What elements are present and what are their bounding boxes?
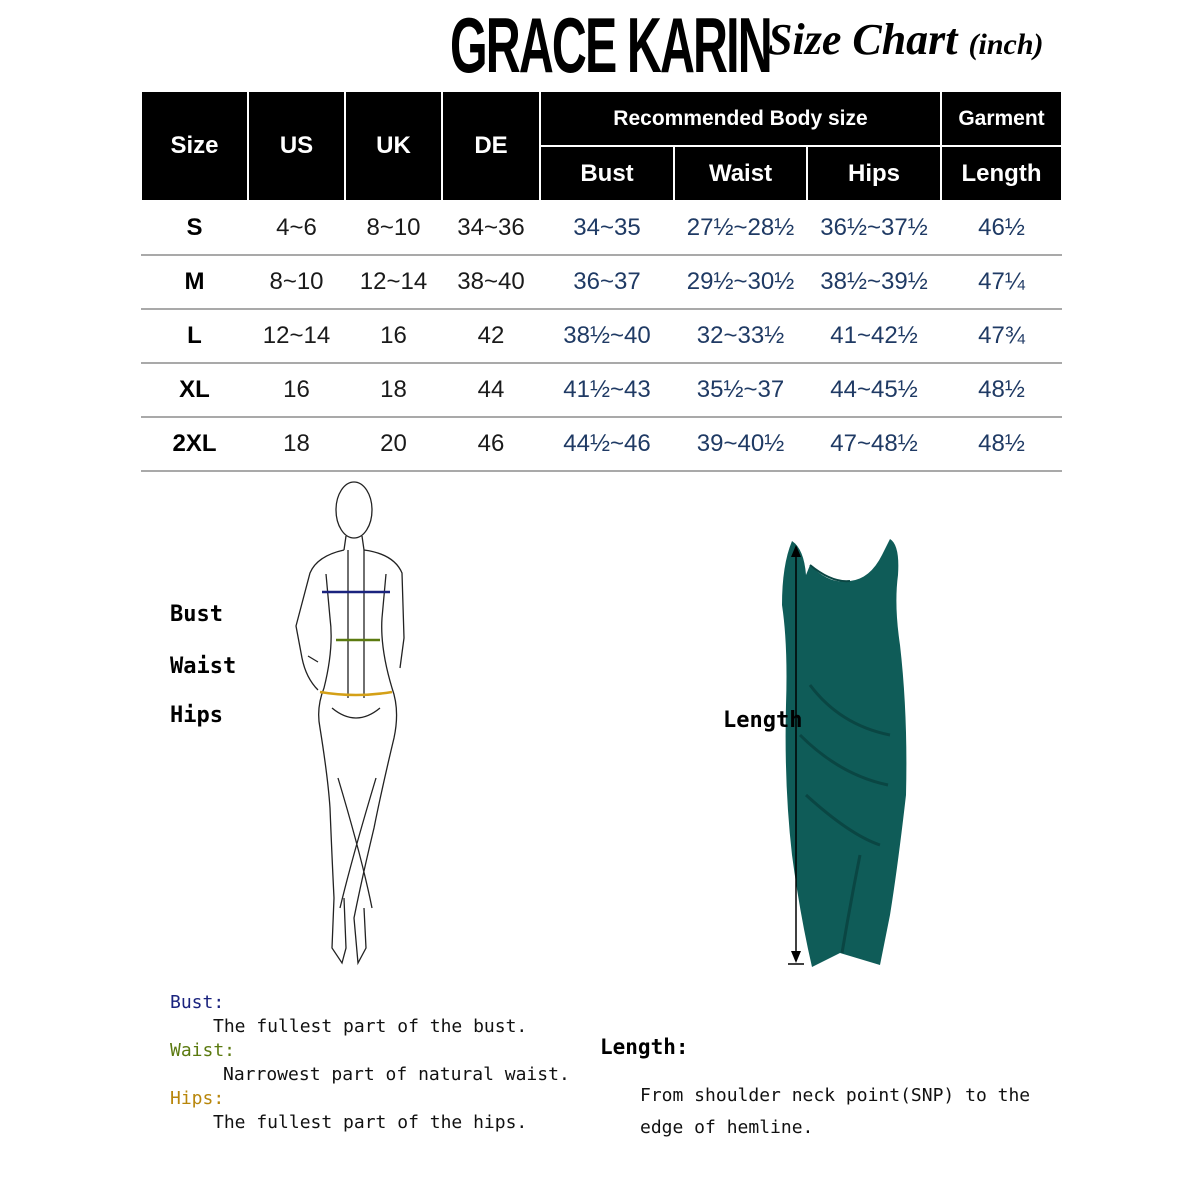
note-length-text-1: From shoulder neck point(SNP) to the [640,1085,1031,1106]
size-chart-table [140,90,1063,472]
note-hips-text: The fullest part of the hips. [213,1112,528,1133]
cell-uk: 8~10 [345,201,442,255]
table-row [141,255,1062,309]
cell-hips: 36½~37½ [807,201,941,255]
header-uk: UK [345,91,442,201]
cell-size: L [141,309,248,363]
cell-bust: 44½~46 [540,417,674,471]
header-recommended-body-size: Recommended Body size [540,91,941,146]
cell-de: 34~36 [442,201,540,255]
table-row [141,309,1062,363]
body-measurement-figure [262,478,422,973]
cell-bust: 36~37 [540,255,674,309]
table-row [141,417,1062,471]
cell-length: 47¼ [941,255,1062,309]
cell-us: 12~14 [248,309,345,363]
cell-bust: 34~35 [540,201,674,255]
figure-label-length: Length [723,708,803,733]
cell-length: 47¾ [941,309,1062,363]
header-us: US [248,91,345,201]
cell-hips: 44~45½ [807,363,941,417]
cell-us: 4~6 [248,201,345,255]
cell-uk: 16 [345,309,442,363]
cell-waist: 39~40½ [674,417,807,471]
cell-bust: 38½~40 [540,309,674,363]
cell-waist: 29½~30½ [674,255,807,309]
header-length: Length [941,146,1062,201]
note-length-title: Length: [600,1035,689,1059]
cell-waist: 27½~28½ [674,201,807,255]
page-title [768,15,1044,64]
cell-us: 8~10 [248,255,345,309]
figure-label-hips: Hips [170,703,223,728]
header-size: Size [141,91,248,201]
cell-hips: 41~42½ [807,309,941,363]
header-garment: Garment [941,91,1062,146]
cell-length: 48½ [941,363,1062,417]
cell-de: 42 [442,309,540,363]
cell-de: 46 [442,417,540,471]
table-row [141,201,1062,255]
cell-bust: 41½~43 [540,363,674,417]
cell-hips: 47~48½ [807,417,941,471]
cell-length: 46½ [941,201,1062,255]
cell-uk: 18 [345,363,442,417]
header-hips: Hips [807,146,941,201]
figure-label-waist: Waist [170,654,237,679]
header-bust: Bust [540,146,674,201]
note-hips-title: Hips: [170,1088,225,1109]
cell-uk: 20 [345,417,442,471]
cell-uk: 12~14 [345,255,442,309]
note-waist-title: Waist: [170,1040,236,1061]
cell-de: 38~40 [442,255,540,309]
cell-hips: 38½~39½ [807,255,941,309]
cell-size: XL [141,363,248,417]
cell-waist: 32~33½ [674,309,807,363]
cell-waist: 35½~37 [674,363,807,417]
cell-de: 44 [442,363,540,417]
cell-size: M [141,255,248,309]
figure-label-bust: Bust [170,602,223,627]
title-unit: (inch) [968,28,1044,61]
table-row [141,363,1062,417]
cell-us: 18 [248,417,345,471]
dress-image [770,535,920,975]
note-bust-title: Bust: [170,992,225,1013]
cell-us: 16 [248,363,345,417]
cell-size: S [141,201,248,255]
brand-logo: GRACE KARIN [450,1,771,89]
note-length-text-2: edge of hemline. [640,1117,814,1138]
header-waist: Waist [674,146,807,201]
cell-size: 2XL [141,417,248,471]
title-main: Size Chart [768,15,958,64]
note-waist-text: Narrowest part of natural waist. [223,1064,570,1085]
cell-length: 48½ [941,417,1062,471]
note-bust-text: The fullest part of the bust. [213,1016,528,1037]
header-de: DE [442,91,540,201]
